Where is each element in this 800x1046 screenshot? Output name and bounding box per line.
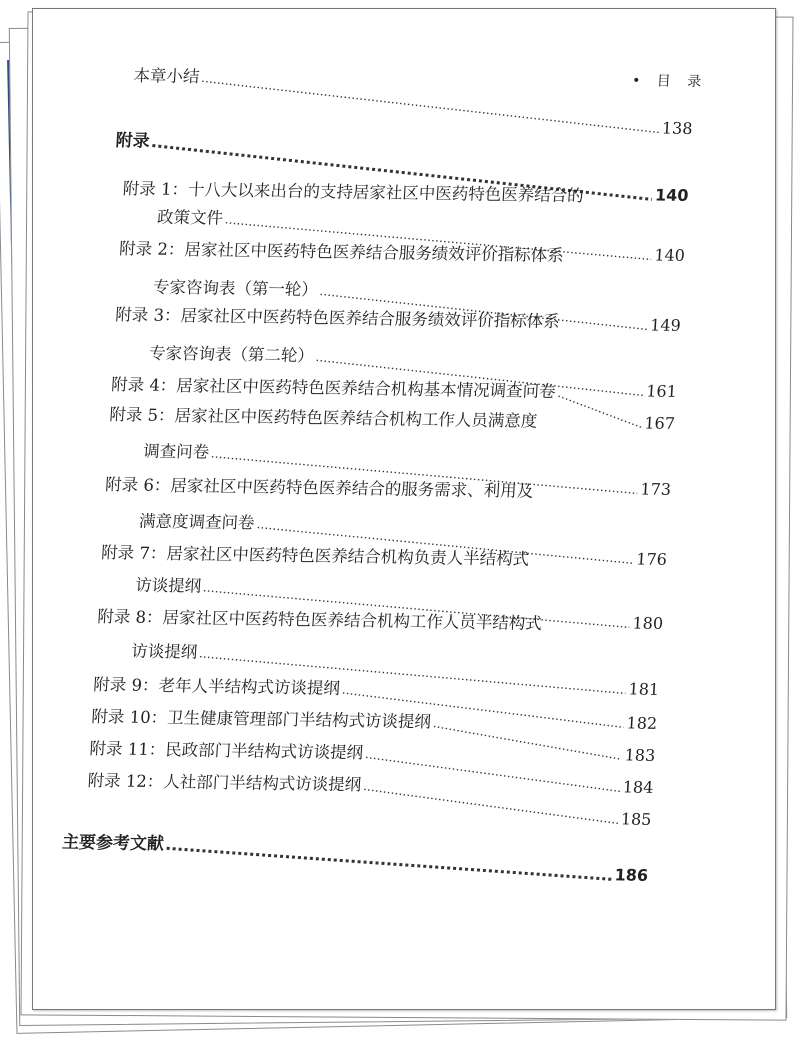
appendix-title-continued: 访谈提纲 — [134, 575, 202, 596]
appendix-title: 居家社区中医药特色医养结合机构工作人员半结构式 — [162, 608, 543, 634]
appendix-title: 十八大以来出台的支持居家社区中医药特色医养结合的 — [187, 180, 585, 206]
appendix-label: 附录 1： — [122, 179, 189, 200]
page-number: 183 — [624, 745, 656, 765]
dot-leader — [365, 742, 622, 768]
dot-leader — [204, 576, 632, 605]
appendix-label: 附录 10： — [90, 707, 168, 728]
appendix-label: 附录 9： — [92, 675, 160, 696]
dot-leader — [211, 442, 639, 471]
appendix-title: 卫生健康管理部门半结构式访谈提纲 — [166, 708, 432, 732]
page-number: 185 — [620, 809, 653, 829]
appendix-title-continued: 专家咨询表（第一轮） — [152, 277, 319, 300]
appendix-title-continued: 调查问卷 — [142, 441, 210, 462]
dot-leader — [364, 774, 621, 800]
dot-leader — [433, 711, 624, 736]
dot-leader — [202, 66, 662, 95]
appendix-title: 居家社区中医药特色医养结合服务绩效评价指标体系 — [183, 240, 565, 266]
dot-leader — [200, 642, 628, 671]
appendix-label: 附录 6： — [104, 475, 172, 496]
page-number: 140 — [654, 185, 690, 205]
appendix-title-continued: 满意度调查问卷 — [138, 511, 256, 533]
appendix-title: 居家社区中医药特色医养结合的服务需求、利用及 — [169, 476, 534, 501]
appendix-title: 民政部门半结构式访谈提纲 — [164, 740, 364, 763]
appendix-label: 附录 8： — [96, 607, 164, 628]
dot-leader — [316, 345, 645, 372]
appendix-label: 附录 12： — [87, 771, 164, 792]
appendix-title-continued: 政策文件 — [156, 207, 224, 228]
appendix-title: 人社部门半结构式访谈提纲 — [162, 772, 362, 795]
dot-leader — [558, 381, 644, 404]
appendix-title: 老年人半结构式访谈提纲 — [158, 676, 341, 698]
dot-leader — [166, 833, 614, 862]
page-number: 167 — [643, 413, 676, 433]
appendix-label: 附录 2： — [118, 239, 186, 260]
dot-leader — [257, 512, 636, 540]
page-number: 182 — [626, 713, 658, 733]
page-number: 176 — [635, 549, 668, 569]
appendix-title: 居家社区中医药特色医养结合服务绩效评价指标体系 — [179, 306, 561, 332]
page-number: 140 — [653, 245, 686, 265]
page-number: 138 — [661, 118, 694, 138]
page-number: 180 — [631, 613, 664, 633]
page-number: 186 — [614, 865, 649, 885]
page-number: 161 — [645, 381, 678, 401]
appendix-label: 附录 7： — [100, 543, 167, 564]
dot-leader — [342, 678, 626, 704]
page-number: 149 — [649, 315, 682, 335]
header-bullet: • — [631, 72, 647, 90]
toc-section-references[interactable] — [60, 832, 650, 887]
toc-entry-chapter-summary[interactable] — [130, 65, 695, 140]
appendix-title: 居家社区中医药特色医养结合机构工作人员满意度 — [174, 406, 538, 431]
appendix-label: 附录 3： — [114, 305, 182, 326]
appendix-label: 附录 5： — [108, 405, 176, 426]
page-number: 181 — [628, 679, 660, 699]
section-title: 主要参考文献 — [61, 832, 165, 855]
page-number: 173 — [639, 479, 672, 499]
entry-title: 本章小结 — [132, 66, 201, 87]
dot-leader — [225, 208, 653, 237]
page-number: 184 — [622, 777, 654, 797]
section-title: 附录 — [115, 130, 151, 152]
appendix-title-continued: 访谈提纲 — [130, 641, 198, 662]
appendix-label: 附录 11： — [89, 739, 166, 760]
appendix-label: 附录 4： — [110, 375, 177, 396]
appendix-title: 居家社区中医药特色医养结合机构负责人半结构式 — [165, 544, 530, 569]
appendix-title: 居家社区中医药特色医养结合机构基本情况调查问卷 — [175, 376, 557, 402]
toc-entry-appendix[interactable] — [85, 770, 654, 831]
header-label: 目 录 — [656, 73, 708, 91]
appendix-title-continued: 专家咨询表（第二轮） — [148, 343, 315, 366]
dot-leader — [320, 279, 649, 306]
